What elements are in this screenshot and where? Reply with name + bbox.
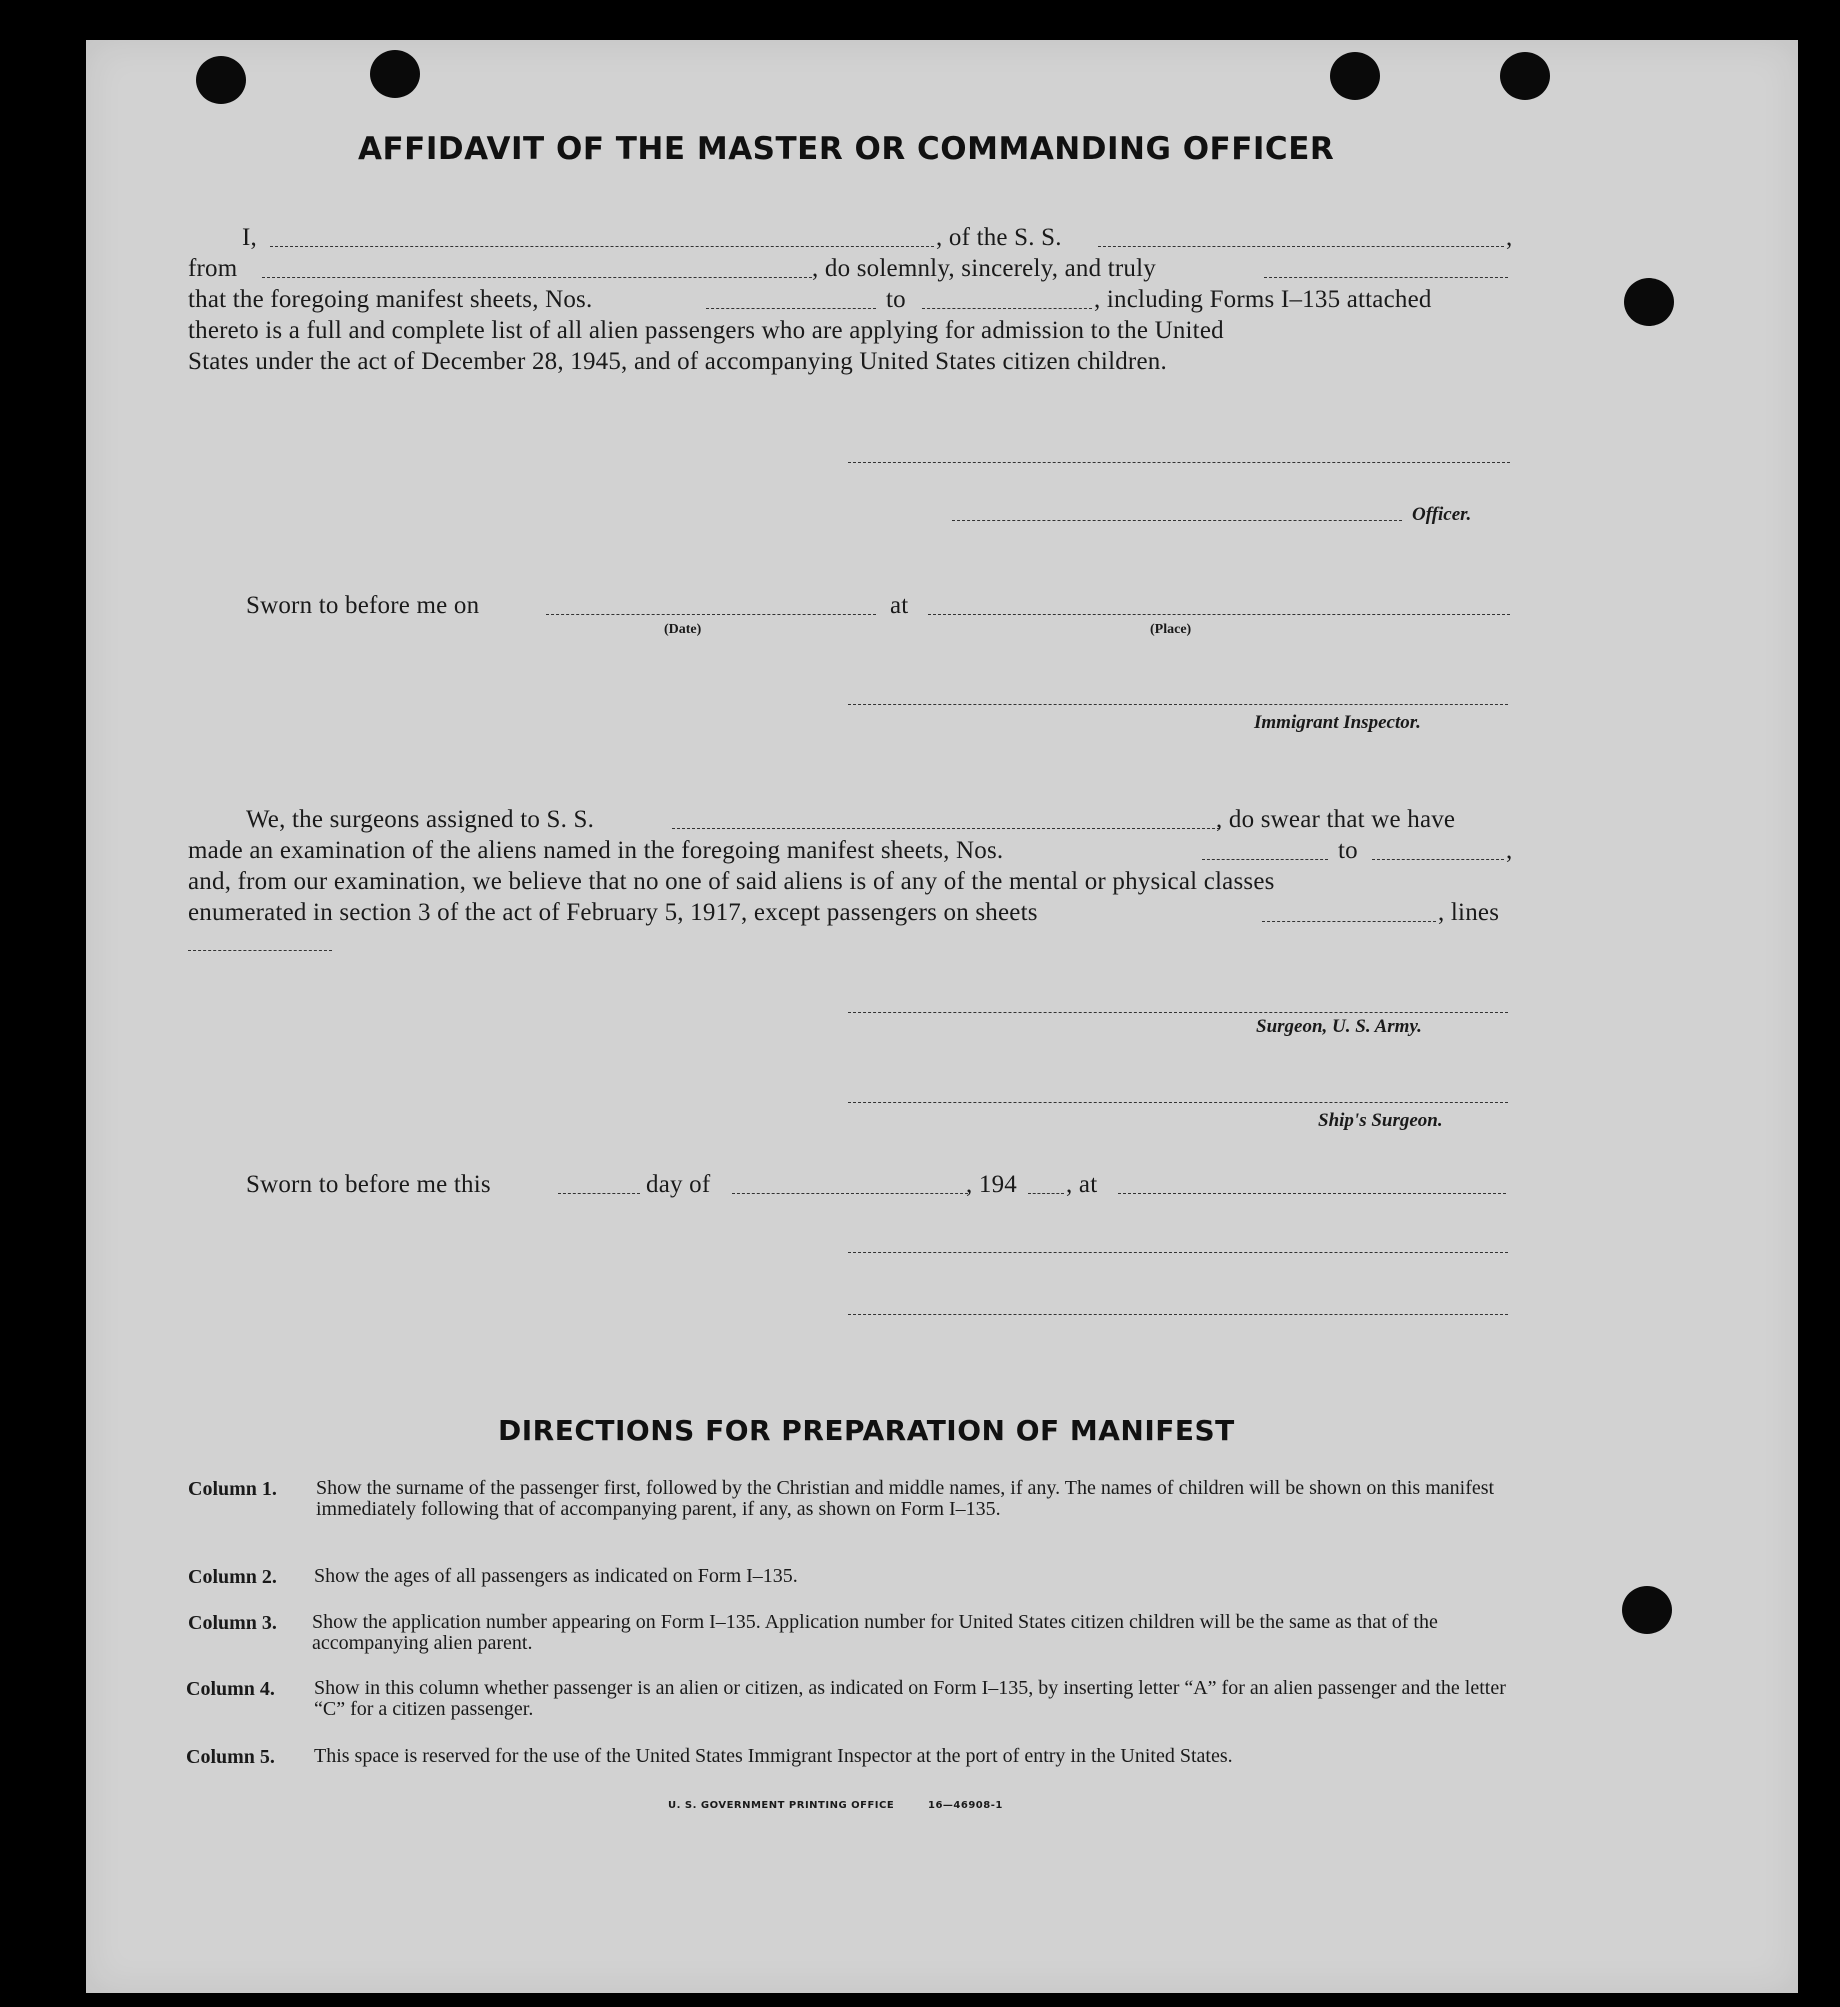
- surgeon-ship-field[interactable]: [672, 828, 1220, 829]
- surgeons-text: , at: [1066, 1171, 1098, 1198]
- affidavit-text: that the foregoing manifest sheets, Nos.: [188, 286, 593, 313]
- surgeons-text: enumerated in section 3 of the act of February 5, 1917, except passengers on sheets: [188, 899, 1038, 926]
- surgeons-text: We, the surgeons assigned to S. S.: [246, 806, 595, 833]
- from-port-field[interactable]: [262, 277, 812, 278]
- column-4-label: Column 4.: [186, 1678, 275, 1700]
- affidavit-text: States under the act of December 28, 1945, and of accompanying United States citizen children.: [188, 348, 1167, 375]
- date-label: (Date): [664, 622, 702, 637]
- surgeons-text: , do swear that we have: [1216, 806, 1456, 833]
- column-4-text: Show in this column whether passenger is an alien or citizen, as indicated on Form I–135, by inserting letter “A” for an alien passenger and the letter “C” for a citizen passenger.: [314, 1677, 1506, 1720]
- inspector-label: Immigrant Inspector.: [1254, 712, 1421, 733]
- inspector-signature-line[interactable]: [848, 704, 1508, 705]
- column-2-label: Column 2.: [188, 1566, 277, 1588]
- form-code: 16—46908-1: [928, 1800, 1003, 1811]
- master-name-field[interactable]: [270, 246, 934, 247]
- affidavit-text: , including Forms I–135 attached: [1094, 286, 1432, 313]
- punch-hole: [1330, 52, 1380, 100]
- sworn-date-field[interactable]: [546, 614, 876, 615]
- sworn-month-field[interactable]: [732, 1193, 968, 1194]
- ship-name-field[interactable]: [1098, 246, 1504, 247]
- army-surgeon-signature-line[interactable]: [848, 1012, 1508, 1013]
- sworn-title-line[interactable]: [848, 1314, 1508, 1315]
- army-surgeon-label: Surgeon, U. S. Army.: [1256, 1016, 1422, 1037]
- exception-lines-field[interactable]: [188, 950, 332, 951]
- column-5-label: Column 5.: [186, 1746, 275, 1768]
- surgeons-text: day of: [646, 1171, 711, 1198]
- affidavit-text: I,: [242, 224, 257, 251]
- affidavit-text: to: [886, 286, 906, 313]
- column-1-label: Column 1.: [188, 1478, 277, 1500]
- punch-hole: [1624, 278, 1674, 326]
- surgeons-text: , 194: [966, 1171, 1017, 1198]
- place-label: (Place): [1150, 622, 1192, 637]
- punch-hole: [1500, 52, 1550, 100]
- column-2-text: Show the ages of all passengers as indicated on Form I–135.: [314, 1565, 798, 1587]
- punch-hole: [370, 50, 420, 98]
- sworn-signature-line[interactable]: [848, 1252, 1508, 1253]
- exception-sheets-field[interactable]: [1262, 921, 1436, 922]
- column-1-text: Show the surname of the passenger first, followed by the Christian and middle names, if any. The names of children will be shown on this manifest immediately following that of accompanying parent, if any, as shown on Form I–135.: [316, 1477, 1495, 1520]
- ship-surgeon-signature-line[interactable]: [848, 1102, 1508, 1103]
- printer-imprint: U. S. GOVERNMENT PRINTING OFFICE: [668, 1800, 895, 1811]
- affidavit-text: ,: [1506, 224, 1513, 251]
- affidavit-text: thereto is a full and complete list of all alien passengers who are applying for admission to the United: [188, 317, 1224, 344]
- sworn-day-field[interactable]: [558, 1193, 640, 1194]
- column-3-text: Show the application number appearing on Form I–135. Application number for United States citizen children will be the same as that of the accompanying alien parent.: [312, 1611, 1438, 1654]
- declaration-field[interactable]: [1264, 277, 1508, 278]
- surgeon-sheet-to-field[interactable]: [1372, 859, 1504, 860]
- column-5-text: This space is reserved for the use of the United States Immigrant Inspector at the port of entry in the United States.: [314, 1745, 1233, 1767]
- officer-signature-line[interactable]: [848, 462, 1510, 463]
- officer-label: Officer.: [1412, 504, 1472, 525]
- sworn-place-field[interactable]: [928, 614, 1510, 615]
- surgeons-text: to: [1338, 837, 1358, 864]
- affidavit-text: Sworn to before me on: [246, 592, 480, 619]
- surgeons-text: made an examination of the aliens named in the foregoing manifest sheets, Nos.: [188, 837, 1004, 864]
- punch-hole: [196, 56, 246, 104]
- sworn-place-field-2[interactable]: [1118, 1193, 1506, 1194]
- directions-title: DIRECTIONS FOR PREPARATION OF MANIFEST: [498, 1414, 1235, 1447]
- surgeons-text: and, from our examination, we believe that no one of said aliens is of any of the mental or physical classes: [188, 868, 1275, 895]
- punch-hole: [1622, 1586, 1672, 1634]
- surgeons-text: ,: [1506, 837, 1513, 864]
- sworn-year-field[interactable]: [1028, 1193, 1064, 1194]
- sheet-from-field[interactable]: [706, 308, 876, 309]
- ship-surgeon-label: Ship's Surgeon.: [1318, 1110, 1443, 1131]
- surgeons-text: Sworn to before me this: [246, 1171, 491, 1198]
- affidavit-text: from: [188, 255, 238, 282]
- affidavit-text: , of the S. S.: [936, 224, 1062, 251]
- sheet-to-field[interactable]: [922, 308, 1092, 309]
- column-3-label: Column 3.: [188, 1612, 277, 1634]
- affidavit-text: , do solemnly, sincerely, and truly: [812, 255, 1156, 282]
- affidavit-text: at: [890, 592, 909, 619]
- surgeons-text: , lines: [1438, 899, 1500, 926]
- affidavit-title: AFFIDAVIT OF THE MASTER OR COMMANDING OFFICER: [358, 131, 1335, 167]
- officer-title-field[interactable]: [952, 520, 1402, 521]
- surgeon-sheet-from-field[interactable]: [1202, 859, 1328, 860]
